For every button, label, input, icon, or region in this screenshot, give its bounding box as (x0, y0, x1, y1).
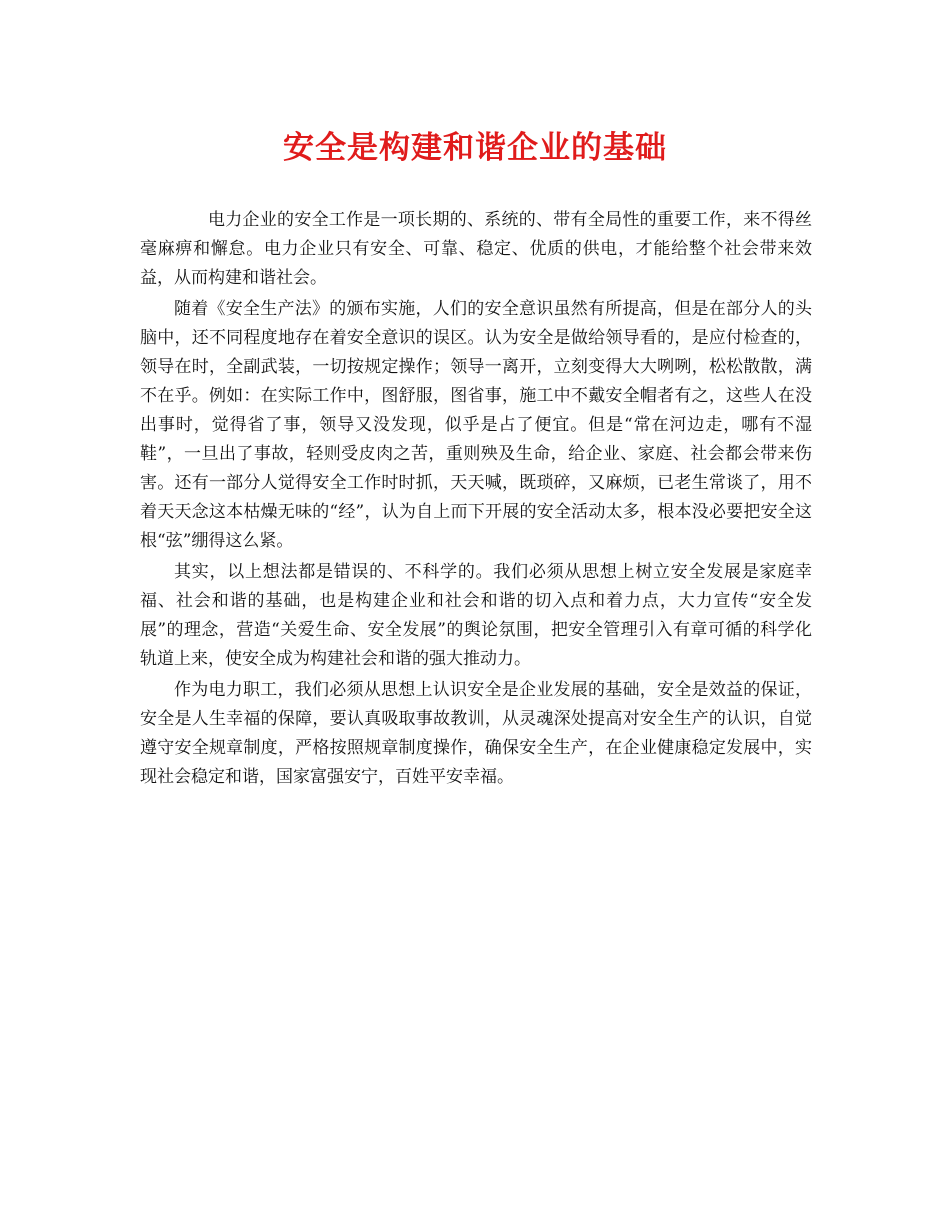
paragraph-1: 电力企业的安全工作是一项长期的、系统的、带有全局性的重要工作，来不得丝毫麻痹和懈怠。电力企业只有安全、可靠、稳定、优质的供电，才能给整个社会带来效益，从而构建和谐社会。 (140, 210, 812, 288)
paragraph-4: 作为电力职工，我们必须从思想上认识安全是企业发展的基础，安全是效益的保证，安全是人生幸福的保障，要认真吸取事故教训，从灵魂深处提高对安全生产的认识，自觉遵守安全规章制度，严格按照规章制度操作，确保安全生产，在企业健康稳定发展中，实现社会稳定和谐，国家富强安宁，百姓平安幸福。 (140, 680, 812, 787)
document-title: 安全是构建和谐企业的基础 (283, 130, 667, 166)
paragraph-2: 随着《安全生产法》的颁布实施，人们的安全意识虽然有所提高，但是在部分人的头脑中，还不同程度地存在着安全意识的误区。认为安全是做给领导看的，是应付检查的，领导在时，全副武装，一切按规定操作；领导一离开，立刻变得大大咧咧，松松散散，满不在乎。例如：在实际工作中，图舒服，图省事，施工中不戴安全帽者有之，这些人在没出事时，觉得省了事，领导又没发现，似乎是占了便宜。但是“常在河边走，哪有不湿鞋”，一旦出了事故，轻则受皮肉之苦，重则殃及生命，给企业、家庭、社会都会带来伤害。还有一部分人觉得安全工作时时抓，天天喊，既琐碎，又麻烦，已老生常谈了，用不着天天念这本枯燥无味的“经”，认为自上而下开展的安全活动太多，根本没必要把安全这根“弦”绷得这么紧。 (140, 299, 812, 551)
document-body (140, 206, 812, 794)
paragraph-3: 其实，以上想法都是错误的、不科学的。我们必须从思想上树立安全发展是家庭幸福、社会和谐的基础，也是构建企业和社会和谐的切入点和着力点，大力宣传“安全发展”的理念，营造“关爱生命、安全发展”的舆论氛围，把安全管理引入有章可循的科学化轨道上来，使安全成为构建社会和谐的强大推动力。 (140, 562, 812, 669)
